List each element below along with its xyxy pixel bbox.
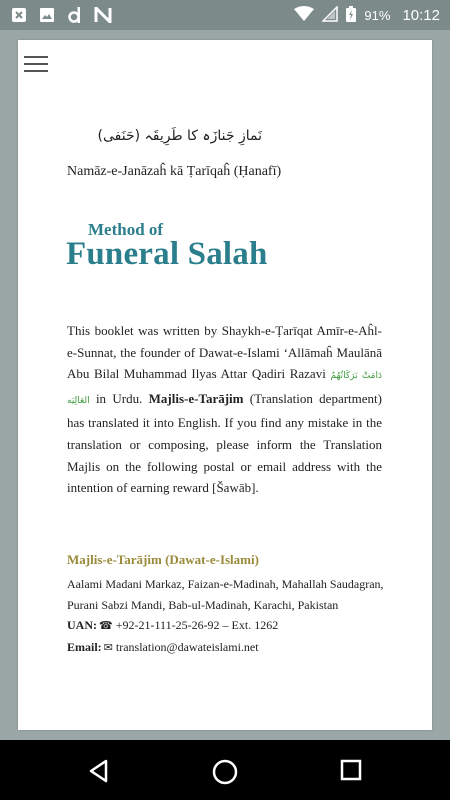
status-bar (0, 0, 450, 30)
n-app-icon (94, 6, 112, 24)
intro-paragraph (67, 320, 382, 499)
para-text-1: This booklet was written by Shaykh-e-Ṭarīqat Amīr-e-Aĥl-e-Sunnat, the founder of Dawat-e-Islami ‘Allāmaĥ Maulānā Abu Bilal Muhammad Ilyas Attar Qadiri Razavi (67, 323, 382, 382)
d-app-icon (66, 6, 84, 24)
dua-text: دَامَتْ بَرَكَاتُهُمُ العَالِيَه (67, 371, 382, 406)
image-icon (38, 6, 56, 24)
close-box-icon (10, 6, 28, 24)
clock: 10:12 (402, 6, 440, 24)
recent-apps-icon[interactable] (339, 758, 365, 784)
email-line (67, 637, 397, 659)
urdu-title: نَمازِ جَنازَہ کا طَرِیقَہ (حَنَفی) (97, 128, 262, 144)
phone-icon: ☎ (99, 620, 113, 632)
email-label: Email: (67, 639, 102, 654)
uan-label: UAN: (67, 618, 97, 632)
roman-title: Namāz-e-Janāzaĥ kā Ṭarīqaĥ (Ḥanafī) (67, 164, 282, 179)
department-title: Majlis-e-Tarājim (Dawat-e-Islami) (67, 552, 259, 567)
contact-block (67, 574, 397, 658)
hamburger-menu-icon[interactable] (24, 56, 48, 74)
uan-line (67, 615, 397, 637)
wifi-icon (294, 6, 314, 25)
para-text-2: in Urdu. (89, 390, 149, 406)
back-icon[interactable] (86, 758, 112, 784)
page-title: Funeral Salah (66, 236, 268, 272)
document-page[interactable] (18, 40, 432, 730)
email-value[interactable]: translation@dawateislami.net (115, 639, 259, 654)
home-icon[interactable] (211, 758, 237, 784)
page-subtitle: Method of (88, 220, 164, 239)
battery-percent: 91% (364, 7, 391, 23)
navigation-bar (0, 740, 450, 800)
uan-value: +92-21-111-25-26-92 – Ext. 1262 (115, 618, 279, 632)
system-status (294, 5, 440, 25)
para-bold: Majlis-e-Tarājim (148, 390, 244, 406)
para-text-3: (Translation department) has translated it into English. If you find any mistake in the translation or composing, please inform the Translation Majlis on the following postal or email address with the intention of earning reward [Šawāb]. (67, 390, 382, 496)
battery-icon (346, 6, 356, 25)
signal-icon (322, 6, 338, 25)
address: Aalami Madani Markaz, Faizan-e-Madinah, Mahallah Saudagran, Purani Sabzi Mandi, Bab-ul-Madinah, Karachi, Pakistan (67, 577, 384, 612)
email-icon: ✉ (103, 641, 113, 654)
notification-icons (10, 5, 112, 25)
